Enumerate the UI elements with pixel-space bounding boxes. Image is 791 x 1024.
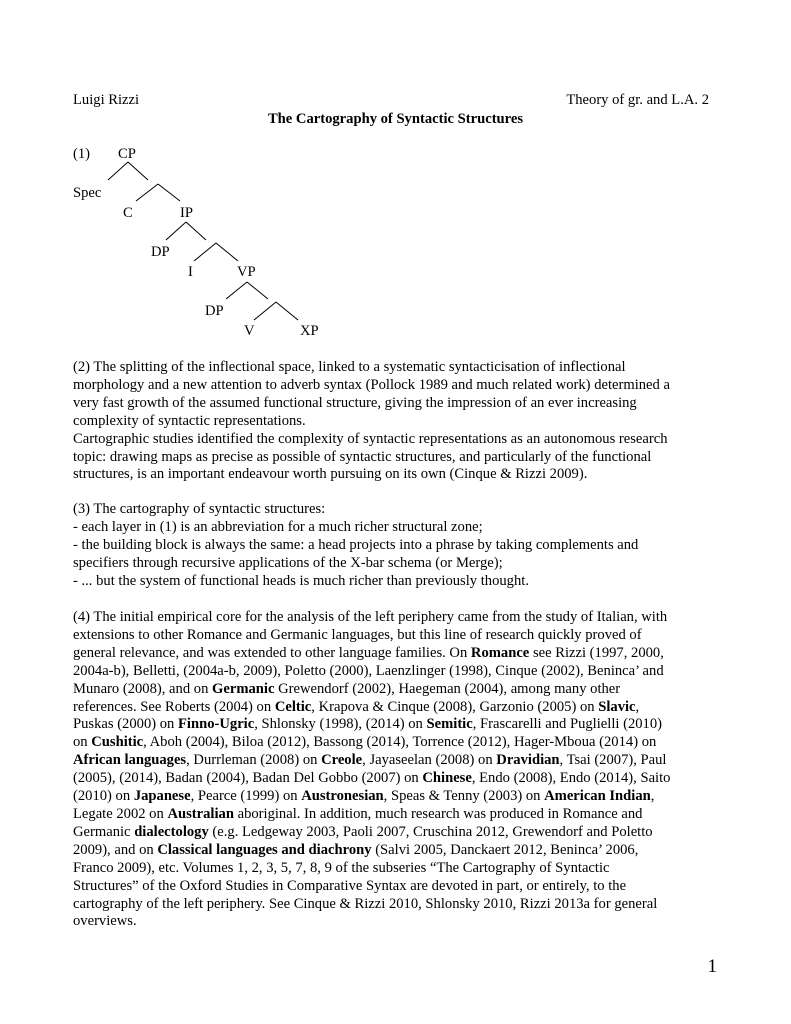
paragraph-line: - each layer in (1) is an abbreviation for a much richer structural zone;	[73, 518, 483, 535]
paragraph-line: Munaro (2008), and on Germanic Grewendorf (2002), Haegeman (2004), among many other	[73, 680, 621, 697]
author-name: Luigi Rizzi	[73, 92, 140, 108]
paragraph-line: Legate 2002 on Australian aboriginal. In addition, much research was produced in Romance and	[73, 805, 643, 822]
tree-node-c: C	[123, 205, 133, 221]
tree-node-vp: VP	[237, 264, 256, 280]
paragraph-line: references. See Roberts (2004) on Celtic, Krapova & Cinque (2008), Garzonio (2005) on Slavic,	[73, 698, 640, 715]
paragraph-line: Cartographic studies identified the complexity of syntactic representations as an autonomous research	[73, 430, 668, 447]
paragraph-line: extensions to other Romance and Germanic languages, but this line of research quickly proved of	[73, 626, 642, 643]
tree-node-ip: IP	[180, 205, 193, 221]
paragraph-line: (3) The cartography of syntactic structures:	[73, 501, 326, 517]
tree-edge-cp-spec	[108, 162, 128, 180]
tree-edge-ip-dp	[166, 222, 186, 240]
tree-edge-cbar-c	[136, 184, 158, 201]
tree-edge-cbar-ip	[158, 184, 180, 201]
page-title: The Cartography of Syntactic Structures	[267, 111, 524, 127]
tree-edge-vp-dp	[226, 282, 247, 299]
paragraph-line: (2005), (2014), Badan (2004), Badan Del Gobbo (2007) on Chinese, Endo (2008), Endo (2014), Saito	[73, 770, 671, 787]
tree-edge-ibar-vp	[216, 243, 238, 261]
paragraph-4	[73, 609, 723, 931]
tree-edge-cp-cbar	[128, 162, 148, 180]
paragraph-line: (2) The splitting of the inflectional space, linked to a systematic syntacticisation of inflectional	[73, 359, 626, 375]
paragraph-line: - ... but the system of functional heads is much richer than previously thought.	[73, 572, 529, 589]
paragraph-line: overviews.	[73, 913, 137, 930]
paragraph-line: Germanic dialectology (e.g. Ledgeway 2003, Paoli 2007, Cruschina 2012, Grewendorf and Poletto	[73, 823, 653, 840]
syntax-tree-diagram	[0, 0, 791, 360]
paragraph-line: (2010) on Japanese, Pearce (1999) on Austronesian, Speas & Tenny (2003) on American Indian,	[73, 788, 655, 805]
paragraph-line: on Cushitic, Aboh (2004), Biloa (2012), Bassong (2014), Torrence (2012), Hager-Mboua (2014) on	[73, 734, 657, 751]
paragraph-line: topic: drawing maps as precise as possible of syntactic structures, and particularly of the functional	[73, 448, 652, 465]
tree-edge-vbar-v	[254, 302, 276, 320]
tree-node-cp: CP	[118, 146, 136, 162]
paragraph-line: general relevance, and was extended to other language families. On Romance see Rizzi (1997, 2000,	[73, 644, 664, 661]
paragraph-2	[73, 359, 723, 484]
paragraph-3	[73, 501, 723, 591]
tree-node-dp-lower: DP	[205, 303, 224, 319]
tree-edge-ibar-i	[194, 243, 216, 261]
paragraph-line: specifiers through recursive applications of the X-bar schema (or Merge);	[73, 554, 503, 571]
paragraph-line: African languages, Durrleman (2008) on Creole, Jayaseelan (2008) on Dravidian, Tsai (2007), Paul	[73, 752, 667, 769]
paragraph-line: Franco 2009), etc. Volumes 1, 2, 3, 5, 7, 8, 9 of the subseries “The Cartography of Syntactic	[73, 859, 610, 876]
paragraph-line: Puskas (2000) on Finno-Ugric, Shlonsky (1998), (2014) on Semitic, Frascarelli and Puglielli (2010)	[73, 716, 662, 733]
course-name: Theory of gr. and L.A. 2	[566, 92, 709, 108]
example-number-1: (1)	[73, 146, 91, 162]
paragraph-line: - the building block is always the same: a head projects into a phrase by taking complements and	[73, 536, 639, 553]
tree-edge-ip-ibar	[186, 222, 206, 240]
tree-node-dp: DP	[151, 244, 170, 260]
paragraph-line: 2004a-b), Belletti, (2004a-b, 2009), Poletto (2000), Laenzlinger (1998), Cinque (2002), Beninca’ and	[73, 662, 664, 679]
paragraph-line: 2009), and on Classical languages and diachrony (Salvi 2005, Danckaert 2012, Beninca’ 2006,	[73, 841, 639, 858]
paragraph-line: very fast growth of the assumed functional structure, giving the impression of an ever increasing	[73, 394, 637, 411]
tree-node-spec: Spec	[73, 185, 102, 201]
tree-edge-vp-vbar	[247, 282, 268, 299]
paragraph-line: (4) The initial empirical core for the analysis of the left periphery came from the study of Italian, with	[73, 609, 668, 625]
paragraph-line: structures, is an important endeavour worth pursuing on its own (Cinque & Rizzi 2009).	[73, 466, 588, 483]
paragraph-line: morphology and a new attention to adverb syntax (Pollock 1989 and much related work) determined a	[73, 376, 670, 393]
page-number: 1	[707, 956, 717, 977]
tree-edge-vbar-xp	[276, 302, 298, 320]
paragraph-line: complexity of syntactic representations.	[73, 412, 306, 429]
tree-node-v: V	[244, 323, 255, 339]
paragraph-line: Structures” of the Oxford Studies in Comparative Syntax are devoted in part, or entirely, to the	[73, 877, 627, 894]
tree-node-xp: XP	[300, 323, 319, 339]
tree-node-i: I	[188, 264, 193, 280]
paragraph-line: cartography of the left periphery. See Cinque & Rizzi 2010, Shlonsky 2010, Rizzi 2013a for general	[73, 895, 658, 912]
